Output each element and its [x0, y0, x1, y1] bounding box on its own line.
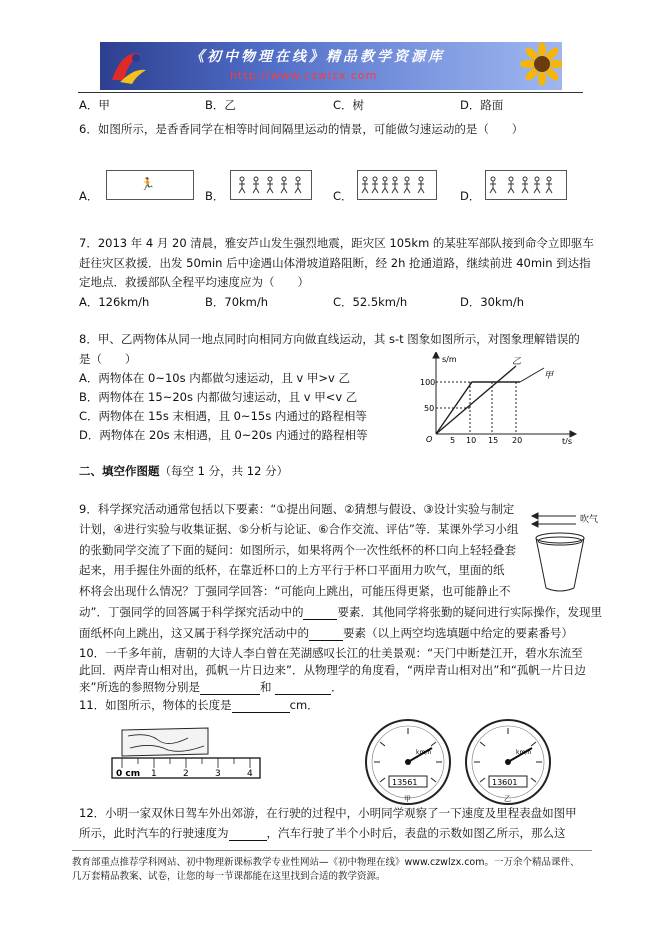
- speedometers-figure: [358, 716, 578, 816]
- st-graph-ylabel: s/m: [442, 355, 457, 364]
- st-graph-series-yi: [436, 366, 516, 434]
- header-banner: [100, 42, 562, 90]
- q5-option-b: B．乙: [205, 98, 236, 112]
- q7-option-b: B．70km/h: [205, 295, 269, 309]
- q9-line-3: 的张勤同学交流了下面的疑问：如图所示，如果将两个一次性纸杯的杯口向上轻轻叠套: [79, 543, 516, 557]
- q10-line-3: 来”所选的参照物分别是 和 ．: [79, 680, 343, 694]
- ruler-tick-4: 4: [247, 769, 253, 779]
- ruler-tick-3: 3: [215, 769, 221, 779]
- st-graph-xtick-20: 20: [512, 436, 523, 444]
- st-graph-xtick-15: 15: [488, 436, 499, 444]
- q6-label-d: D．: [460, 189, 481, 203]
- ruler-figure: [108, 724, 268, 784]
- st-graph-ytick-100: 100: [420, 378, 436, 387]
- q6-figure-c: [357, 170, 437, 200]
- footer-line-1: 教育部重点推荐学科网站、初中物理新课标教学专业性网站—《初中物理在线》www.czwlzx.com。一万余个精品课件、: [72, 857, 580, 868]
- speedometer-jia: [366, 720, 450, 804]
- q6-label-b: B．: [205, 189, 225, 203]
- caption-yi: 乙: [504, 795, 511, 803]
- q7-line-2: 赶往灾区救援．出发 50min 后中途遇山体滑坡道路阻断，经 2h 抢通道路，继续前进 40min 到达指: [79, 256, 591, 270]
- odometer-yi: 13601: [492, 778, 518, 787]
- q6-figure-a: [106, 170, 194, 200]
- q7-option-c: C．52.5km/h: [333, 295, 408, 309]
- st-graph: [420, 352, 580, 444]
- q8-option-b: B．两物体在 15~20s 内都做匀速运动，且 v 甲<v 乙: [79, 390, 358, 404]
- q11-blank[interactable]: [232, 698, 290, 713]
- q7-option-a: A．126km/h: [79, 295, 150, 309]
- footer-line-2: 几万套精品教案、试卷，让您的每一节课都能在这里找到合适的教学资源。: [72, 871, 386, 882]
- sunflower-icon: [520, 42, 562, 90]
- st-graph-xtick-5: 5: [450, 436, 456, 444]
- header-url[interactable]: http://www.czwlzx.com: [230, 69, 378, 82]
- q7-line-3: 定地点．救援部队全程平均速度应为（ ）: [79, 275, 309, 289]
- st-graph-ytick-50: 50: [424, 404, 435, 413]
- q5-option-a: A．甲: [79, 98, 110, 112]
- header-title: 《初中物理在线》精品教学资源库: [190, 49, 445, 65]
- paper-cups-figure: [526, 508, 606, 598]
- q8-option-d: D．两物体在 20s 末相遇，且 0~20s 内通过的路程相等: [79, 428, 368, 442]
- speed-unit-jia: km/h: [416, 749, 432, 756]
- blow-label: 吹气: [580, 515, 599, 525]
- q12-line-1: 12．小明一家双休日驾车外出郊游，在行驶的过程中，小明同学观察了一下速度及里程表盘如图甲: [79, 806, 577, 820]
- q6-figure-b: [230, 170, 312, 200]
- q12-line-2: 所示，此时汽车的行驶速度为 ，汽车行驶了半个小时后，表盘的示数如图乙所示，那么这: [79, 826, 566, 840]
- q9-blank-2[interactable]: [309, 626, 343, 641]
- site-logo-icon: [106, 46, 150, 86]
- q10-blank-1[interactable]: [200, 680, 260, 695]
- q8-option-c: C．两物体在 15s 末相遇，且 0~15s 内通过的路程相等: [79, 409, 367, 423]
- q8-option-a: A．两物体在 0~10s 内都做匀速运动，且 v 甲>v 乙: [79, 371, 350, 385]
- ruler-unit: 0 cm: [116, 769, 141, 779]
- st-graph-xlabel: t/s: [562, 437, 572, 444]
- st-graph-xtick-10: 10: [466, 436, 477, 444]
- q11-stem: 11．如图所示，物体的长度是 cm．: [79, 698, 319, 712]
- runner-figures-d: [486, 171, 566, 199]
- q10-line-1: 10．一千多年前，唐朝的大诗人李白曾在芜湖感叹长江的壮美景观：“天门中断楚江开，碧水东流至: [79, 646, 583, 660]
- section-2-heading: [79, 464, 288, 478]
- q8-line-1: 8．甲、乙两物体从同一地点同时向相同方向做直线运动，其 s-t 图象如图所示，对图象理解错误的: [79, 332, 580, 346]
- q9-line-7: 面纸杯向上跳出，这又属于科学探究活动中的 要素（以上两空均选填题中给定的要素番号）: [79, 626, 573, 640]
- odometer-jia: 13561: [392, 778, 418, 787]
- caption-jia: 甲: [404, 795, 411, 803]
- q5-option-d: D．路面: [460, 98, 504, 112]
- header-rule: [78, 92, 583, 93]
- q7-option-d: D．30km/h: [460, 295, 525, 309]
- runner-figures-b: [231, 171, 311, 199]
- q6-label-c: C．: [333, 189, 353, 203]
- footer-rule: [72, 850, 592, 851]
- section-2-note: （每空 1 分，共 12 分）: [159, 464, 289, 478]
- q8-line-2: 是（ ）: [79, 352, 137, 366]
- q7-line-1: 7．2013 年 4 月 20 清晨，雅安芦山发生强烈地震，距灾区 105km 的某驻军部队接到命令立即驱车: [79, 236, 594, 250]
- q6-stem: 6．如图所示，是香香同学在相等时间间隔里运动的情景，可能做匀速运动的是（ ）: [79, 122, 524, 136]
- q12-blank[interactable]: [229, 826, 267, 841]
- svg-text:🏃: 🏃: [140, 177, 155, 191]
- q9-line-6: 动”．丁强同学的回答属于科学探究活动中的 要素．其他同学将张勤的疑问进行实际操作，发现里: [79, 605, 602, 619]
- st-graph-label-jia: 甲: [544, 371, 554, 381]
- q6-figure-d: [485, 170, 567, 200]
- q9-line-4: 起来，用手握住外面的纸杯，在靠近杯口的上方平行于杯口平面用力吹气，里面的纸: [79, 563, 505, 577]
- q9-line-1: 9．科学探究活动通常包括以下要素：“①提出问题、②猜想与假设、③设计实验与制定: [79, 502, 515, 516]
- section-2-title: 二、填空作图题: [79, 464, 160, 478]
- q9-blank-1[interactable]: [303, 605, 337, 620]
- q10-blank-2[interactable]: [275, 680, 331, 695]
- ruler-tick-1: 1: [151, 769, 157, 779]
- st-graph-origin: O: [426, 435, 433, 444]
- q9-line-2: 计划，④进行实验与收集证据、⑤分析与论证、⑥合作交流、评估”等．某课外学习小组: [79, 522, 519, 536]
- st-graph-label-yi: 乙: [512, 357, 522, 367]
- q6-label-a: A．: [79, 189, 99, 203]
- runner-figures-c: [358, 171, 436, 199]
- q9-line-5: 杯将会出现什么情况？丁强同学回答：“可能向上跳出，可能压得更紧，也可能静止不: [79, 584, 511, 598]
- speed-unit-yi: km/h: [516, 749, 532, 756]
- ruler-tick-2: 2: [183, 769, 189, 779]
- q5-option-c: C．树: [333, 98, 365, 112]
- speedometer-yi: [466, 720, 550, 804]
- q10-line-2: 此回．两岸青山相对出，孤帆一片日边来”．从物理学的角度看，“两岸青山相对出”和“孤帆一片日边: [79, 663, 586, 677]
